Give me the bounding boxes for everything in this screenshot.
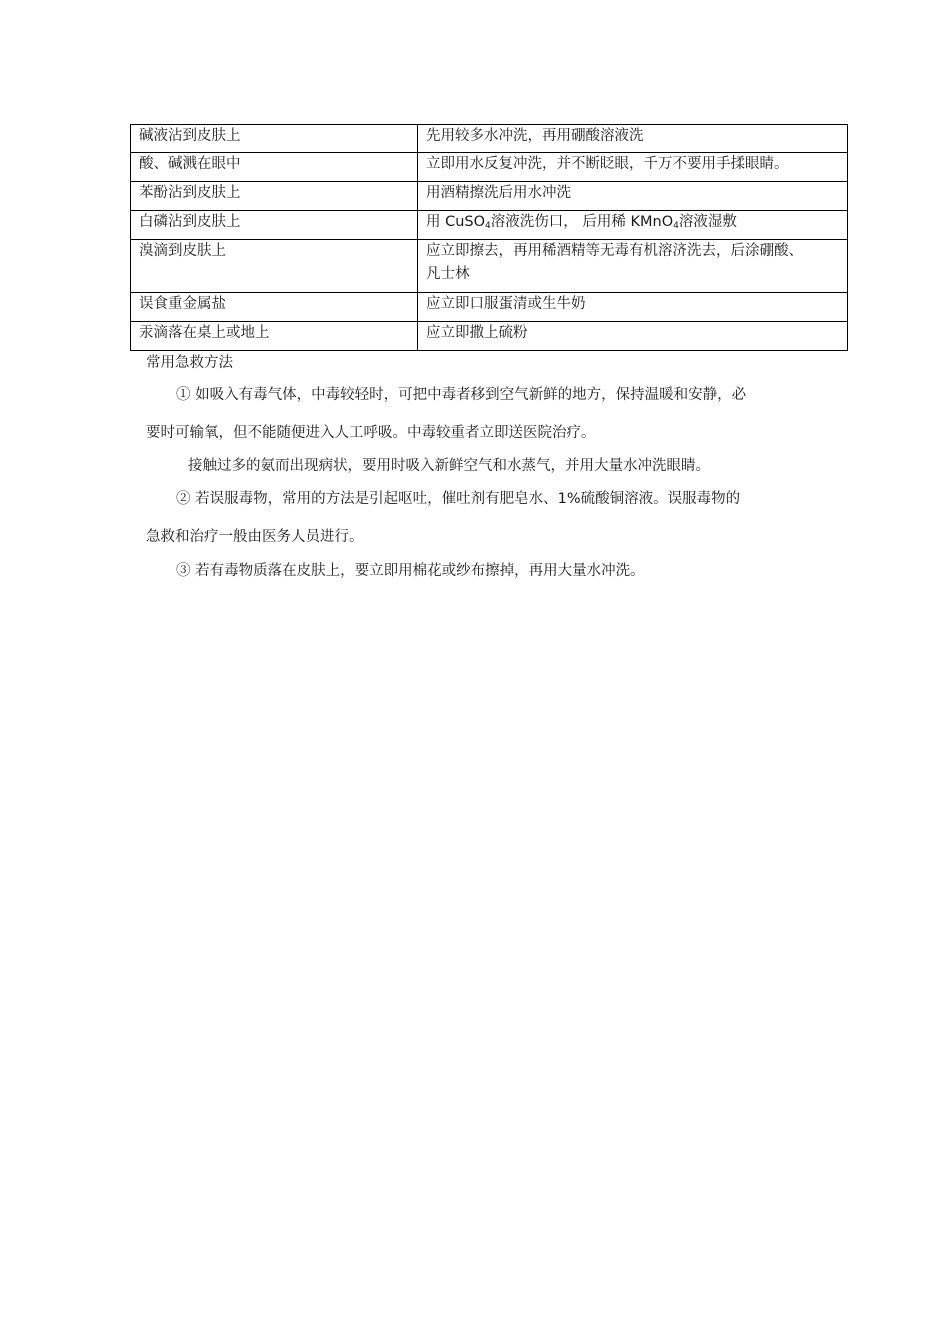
treatment-text: 溶液湿敷 bbox=[678, 214, 737, 230]
table-row bbox=[131, 240, 848, 293]
chemical-formula: KMnO bbox=[630, 214, 674, 230]
table-row bbox=[131, 182, 848, 211]
paragraph-line: 要时可输氧，但不能随便进入人工呼吸。中毒较重者立即送医院治疗。 bbox=[146, 425, 596, 441]
treatment-line: 凡士林 bbox=[426, 266, 470, 282]
chemical-formula: CuSO bbox=[445, 214, 486, 230]
treatment-cell: 应立即口服蛋清或生牛奶 bbox=[418, 293, 848, 322]
situation-cell: 苯酚沾到皮肤上 bbox=[131, 182, 418, 211]
situation-cell: 误食重金属盐 bbox=[131, 293, 418, 322]
table-row bbox=[131, 293, 848, 322]
treatment-cell bbox=[418, 240, 848, 293]
paragraph-text: ② 若误服毒物，常用的方法是引起呕吐，催吐剂有肥皂水、 bbox=[176, 491, 558, 507]
paragraph-line bbox=[176, 488, 740, 510]
percentage-value: 1% bbox=[557, 491, 581, 507]
paragraph-line: 接触过多的氨而出现病状，要用时吸入新鲜空气和水蒸气，并用大量水冲洗眼睛。 bbox=[188, 458, 710, 474]
table-row bbox=[131, 153, 848, 182]
situation-cell: 酸、碱溅在眼中 bbox=[131, 153, 418, 182]
table-row bbox=[131, 211, 848, 240]
treatment-cell: 应立即撒上硫粉 bbox=[418, 322, 848, 351]
treatment-line: 应立即擦去，再用稀酒精等无毒有机溶济洗去，后涂硼酸、 bbox=[426, 243, 803, 259]
first-aid-table bbox=[130, 124, 848, 351]
paragraph-line: ① 如吸入有毒气体，中毒较轻时，可把中毒者移到空气新鲜的地方，保持温暖和安静，必 bbox=[176, 387, 747, 403]
situation-cell: 白磷沾到皮肤上 bbox=[131, 211, 418, 240]
situation-cell: 碱液沾到皮肤上 bbox=[131, 125, 418, 153]
treatment-cell: 先用较多水冲洗，再用硼酸溶液洗 bbox=[418, 125, 848, 153]
formula-subscript: 4 bbox=[485, 221, 491, 231]
treatment-text: 用 bbox=[426, 214, 446, 230]
treatment-cell: 立即用水反复冲洗，并不断眨眼，千万不要用手揉眼睛。 bbox=[418, 153, 848, 182]
paragraph-line: 急救和治疗一般由医务人员进行。 bbox=[146, 529, 364, 545]
paragraph-text: 硫酸铜溶液。误服毒物的 bbox=[580, 491, 741, 507]
table-row bbox=[131, 322, 848, 351]
treatment-cell: 用酒精擦洗后用水冲洗 bbox=[418, 182, 848, 211]
table-row bbox=[131, 125, 848, 153]
situation-cell: 溴滴到皮肤上 bbox=[131, 240, 418, 293]
formula-subscript: 4 bbox=[673, 221, 679, 231]
section-heading: 常用急救方法 bbox=[146, 355, 233, 371]
paragraph-line: ③ 若有毒物质落在皮肤上，要立即用棉花或纱布擦掉，再用大量水冲洗。 bbox=[176, 563, 645, 579]
situation-cell: 汞滴落在桌上或地上 bbox=[131, 322, 418, 351]
treatment-cell bbox=[418, 211, 848, 240]
treatment-text: 溶液洗伤口， 后用稀 bbox=[490, 214, 631, 230]
